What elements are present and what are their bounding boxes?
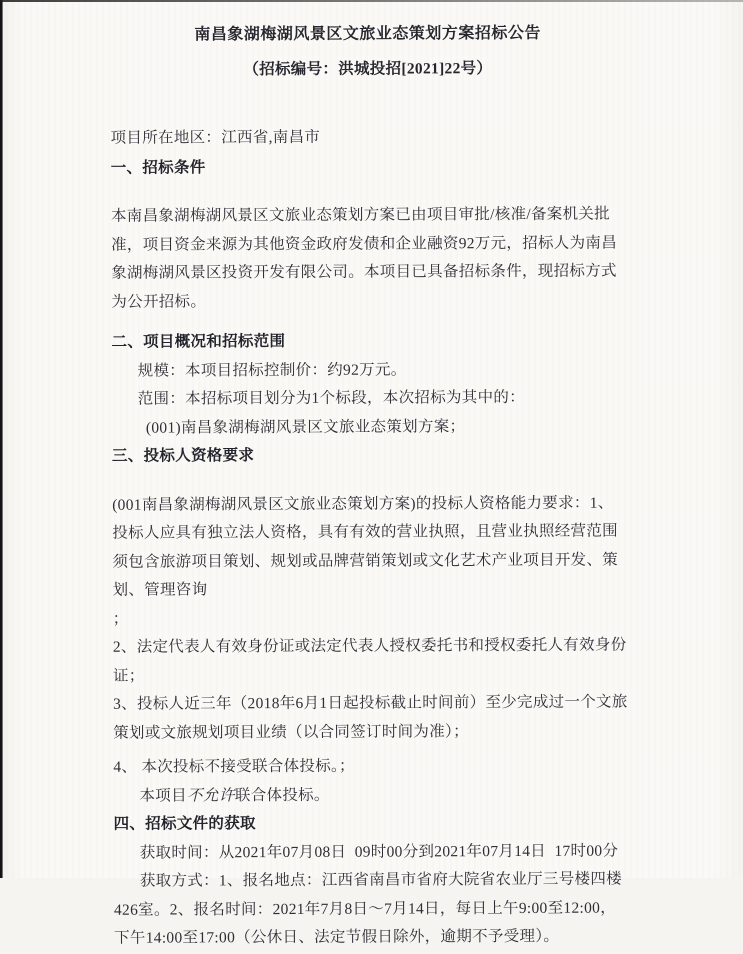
qualification-requirement-2: 2、法定代表人有效身份证或法定代表人授权委托书和授权委托人有效身份证； — [112, 636, 627, 685]
qualification-requirement-3: 3、投标人近三年（2018年6月1日起投标截止时间前）至少完成过一个文旅策划或文旅规划项目业绩（以合同签订时间为准）； — [113, 693, 628, 742]
joint-venture-note-prefix: 本项目 — [139, 786, 187, 805]
document-title: 南昌象湖梅湖风景区文旅业态策划方案招标公告 — [194, 24, 541, 44]
project-location-line: 项目所在地区：江西省,南昌市 — [110, 128, 321, 147]
section-3-heading: 三、投标人资格要求 — [111, 447, 255, 465]
section-2-heading: 二、项目概况和招标范围 — [111, 333, 286, 351]
qualification-requirement-1-tail: ； — [112, 610, 129, 628]
qualification-requirement-1: (001南昌象湖梅湖风景区文旅业态策划方案)的投标人资格能力要求：1、投标人应具有独立法人资格，具有有效的营业执照，且营业执照经营范围须包含旅游项目策划、规划或品牌营销策划或文化艺术产业项目开发、策划、管理咨询 — [112, 494, 619, 599]
qualification-requirement-4: 4、 本次投标不接受联合体投标。； — [113, 757, 355, 776]
section-1-paragraph: 本南昌象湖梅湖风景区文旅业态策划方案已由项目审批/核准/备案机关批准，项目资金来源为其他资金政府发债和企业融资92万元，招标人为南昌象湖梅湖风景区投资开发有限公司。本项目已具备招标条件，现招标方式为公开招标。 — [110, 205, 618, 311]
obtain-method-paragraph: 获取方式：1、报名地点：江西省南昌市省府大院省农业厅三号楼四楼426室。2、报名时间：2021年7月8日～7月14日，每日上午9:00至12:00，下午14:00至17:00（公休日、法定节假日除外，逾期不予受理）。 — [113, 870, 622, 947]
scope-line: 范围：本招标项目划分为1个标段，本次招标为其中的： — [137, 388, 526, 408]
joint-venture-note — [113, 780, 628, 811]
lot-line: (001)南昌象湖梅湖风景区文旅业态策划方案； — [145, 417, 466, 437]
joint-venture-note-suffix: 联合体投标。 — [234, 786, 330, 804]
section-1-heading: 一、招标条件 — [110, 158, 206, 177]
joint-venture-note-emphasis: 不允许 — [186, 786, 235, 804]
obtain-time-line: 获取时间：从2021年07月08日 09时00分到2021年07月14日 17时00分 — [139, 842, 619, 862]
tender-number: （招标编号：洪城投招[2021]22号） — [243, 59, 493, 78]
scale-line: 规模：本项目招标控制价：约92万元。 — [137, 360, 407, 380]
section-4-heading: 四、招标文件的获取 — [113, 815, 256, 833]
